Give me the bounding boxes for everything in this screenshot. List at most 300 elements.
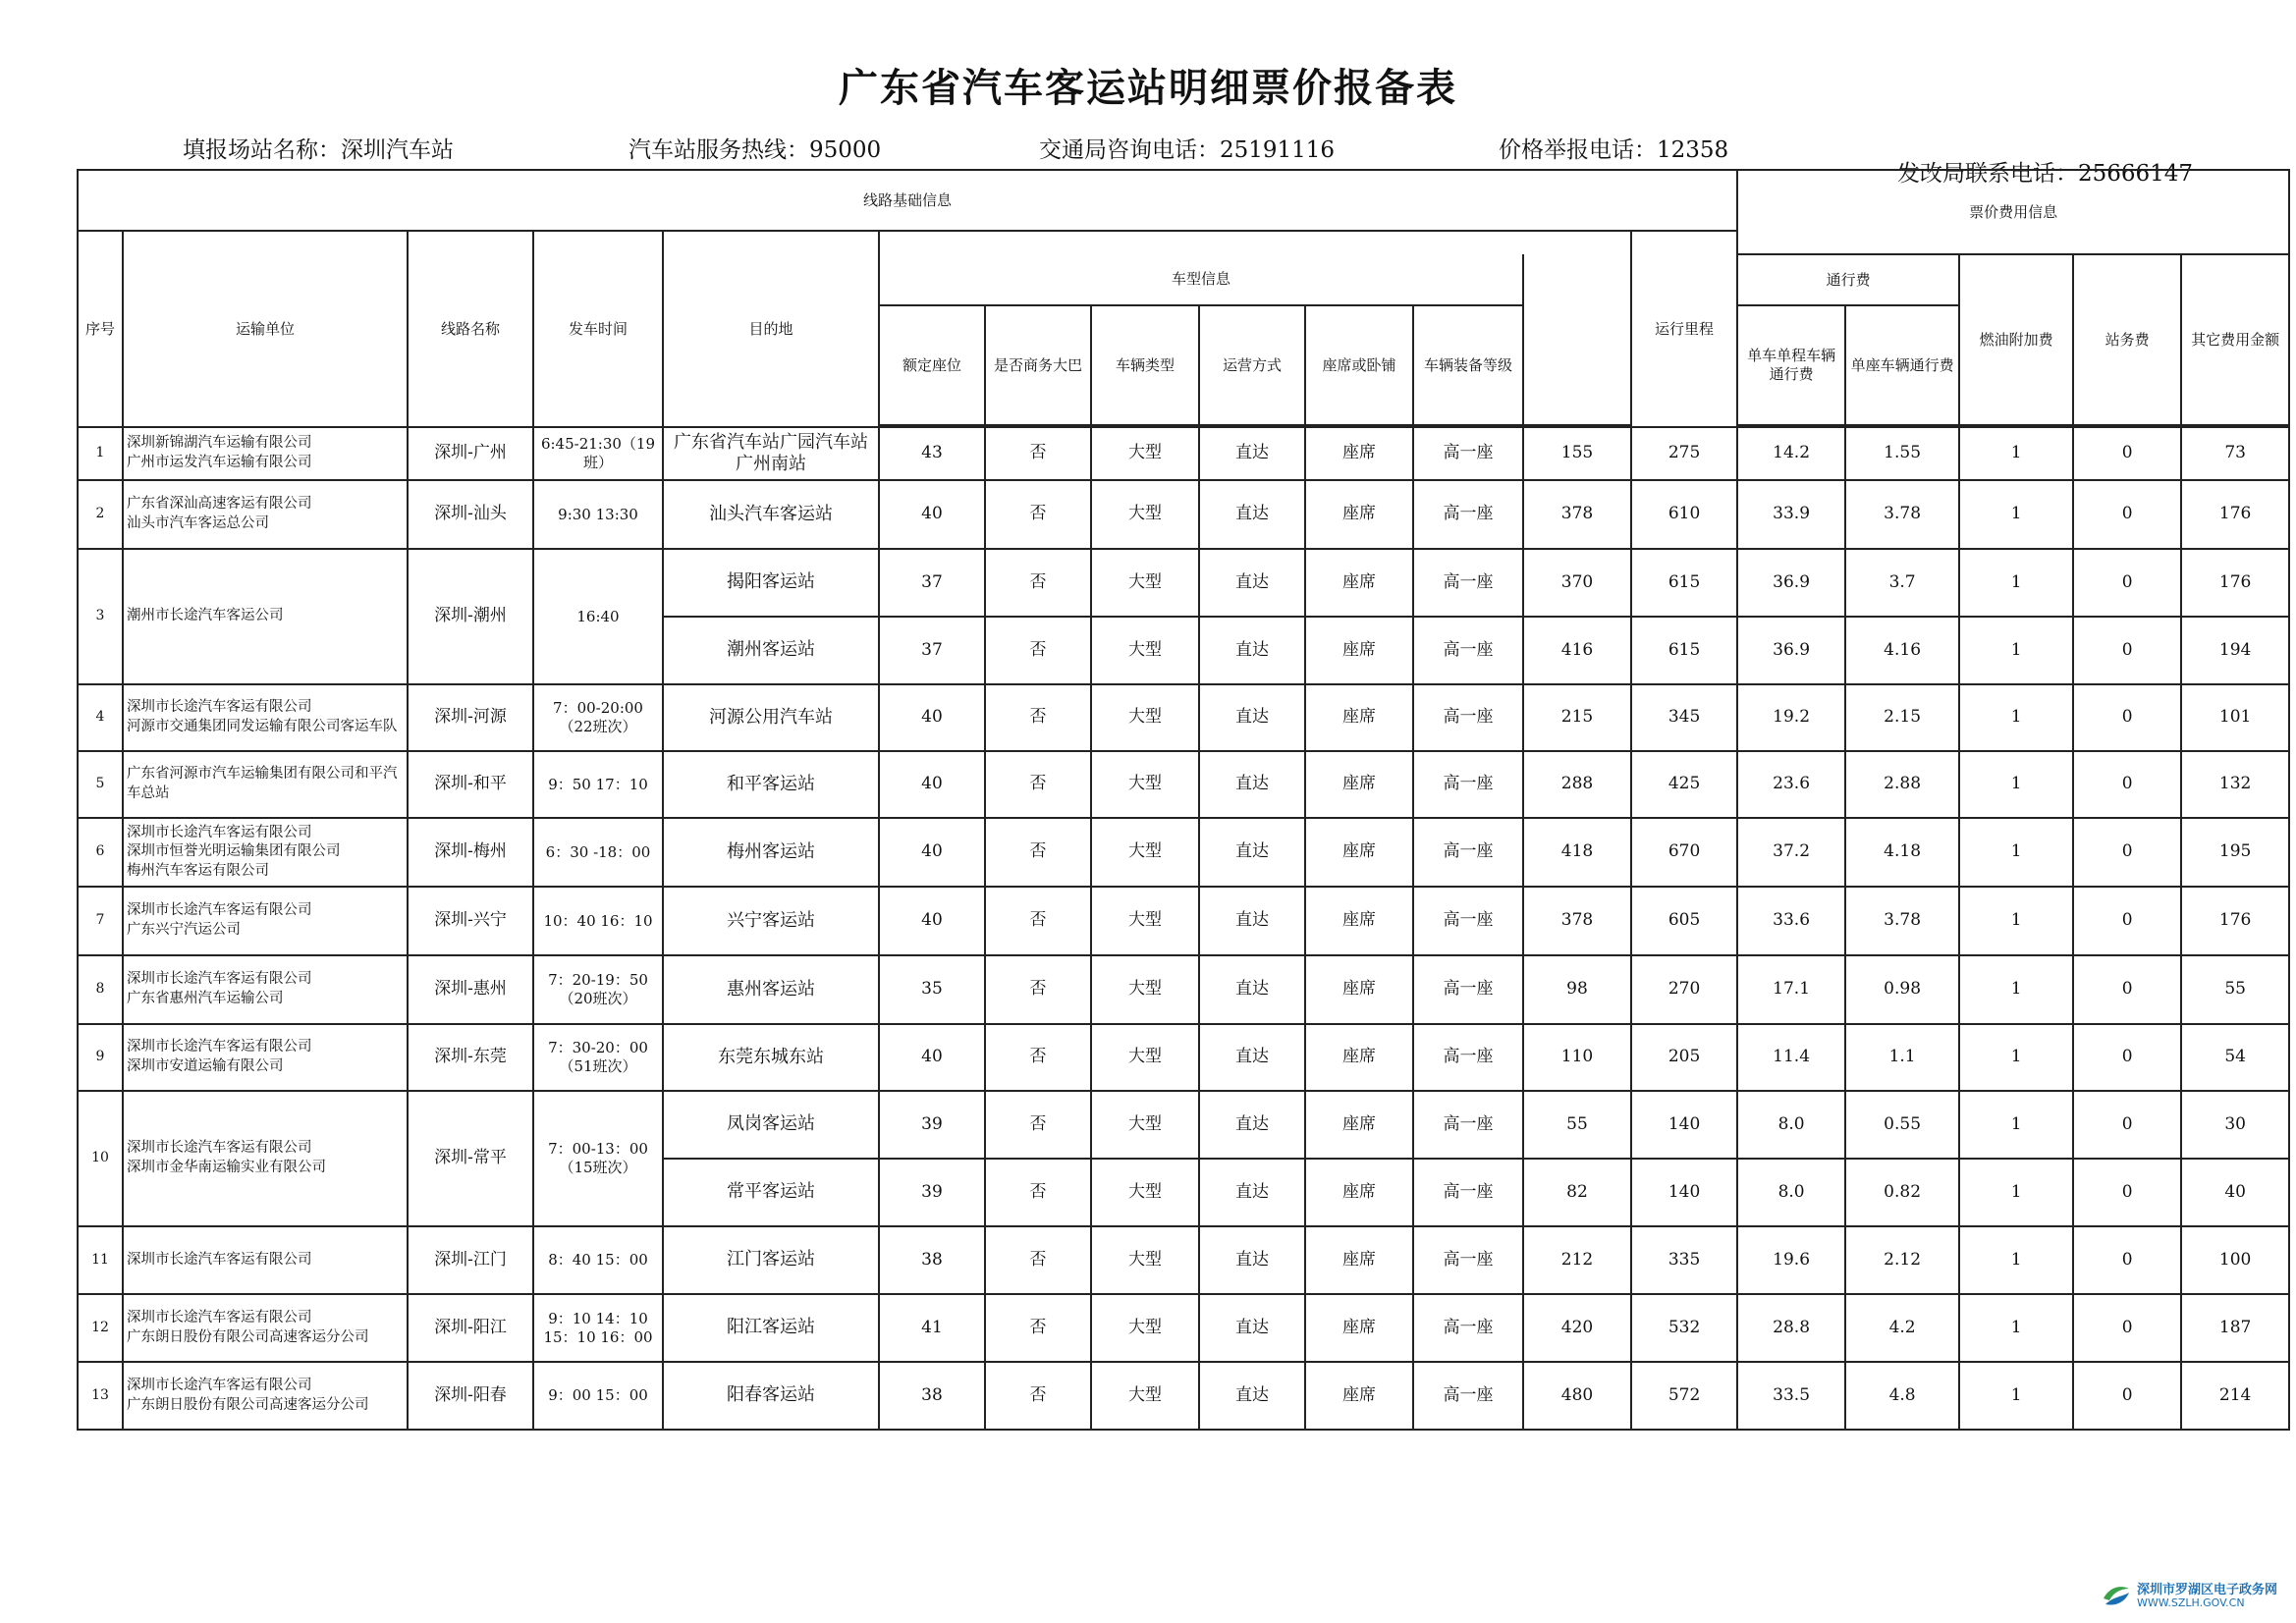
max-price-cell: 195 [2181,818,2289,887]
mode-cell: 直达 [1199,480,1305,549]
fuel-cell: 3.78 [1845,887,1959,955]
index-cell: 13 [78,1362,123,1430]
unit-line: 广东朗日股份有限公司高速客运分公司 [127,1328,369,1345]
vehicle-type-cell: 大型 [1091,684,1199,751]
time-cell: 9：00 15：00 [533,1362,663,1430]
other-fee-cell: 0 [2073,1294,2181,1362]
station-fee-cell: 1 [1959,617,2073,684]
col-unit: 运输单位 [123,231,408,427]
vehicle-type-cell: 大型 [1091,549,1199,617]
business-cell: 否 [985,1294,1091,1362]
fuel-cell: 0.98 [1845,955,1959,1024]
grade-cell: 高一座 [1413,818,1523,887]
station-fee-cell: 1 [1959,818,2073,887]
toll-vehicle-cell: 140 [1631,1159,1737,1226]
other-fee-cell: 0 [2073,480,2181,549]
col-route: 线路名称 [408,231,533,427]
grade-cell: 高一座 [1413,1362,1523,1430]
vehicle-type-cell: 大型 [1091,427,1199,480]
seats-cell: 40 [879,480,985,549]
unit-line: 广东省深汕高速客运有限公司 [127,496,312,513]
max-price-cell: 176 [2181,887,2289,955]
max-price-cell: 176 [2181,549,2289,617]
business-cell: 否 [985,887,1091,955]
seats-cell: 39 [879,1159,985,1226]
seats-cell: 35 [879,955,985,1024]
unit-cell [123,549,408,684]
col-seats: 额定座位 [879,305,985,425]
seats-cell: 40 [879,1024,985,1091]
unit-line: 深圳市恒誉光明运输集团有限公司 [127,843,341,860]
station-fee-cell: 1 [1959,1294,2073,1362]
other-fee-cell: 0 [2073,1226,2181,1294]
unit-cell [123,427,408,480]
toll-vehicle-cell: 275 [1631,427,1737,480]
seat-type-cell: 座席 [1305,684,1413,751]
distance-cell: 480 [1523,1362,1631,1430]
col-station-fee: 站务费 [2073,254,2181,425]
vehicle-type-cell: 大型 [1091,1159,1199,1226]
vehicle-type-cell: 大型 [1091,480,1199,549]
distance-cell: 98 [1523,955,1631,1024]
grade-cell: 高一座 [1413,427,1523,480]
max-price-cell: 30 [2181,1091,2289,1159]
index-cell: 5 [78,751,123,818]
business-cell: 否 [985,818,1091,887]
distance-cell: 288 [1523,751,1631,818]
vehicle-type-cell: 大型 [1091,1091,1199,1159]
other-fee-cell: 0 [2073,1091,2181,1159]
unit-cell [123,684,408,751]
group-toll: 通行费 [1737,254,1959,305]
time-cell: 9：50 17：10 [533,751,663,818]
vehicle-type-cell: 大型 [1091,617,1199,684]
route-cell: 深圳-东莞 [408,1024,533,1091]
table-row [78,1226,2289,1294]
route-cell: 深圳-河源 [408,684,533,751]
unit-line: 深圳市长途汽车客运有限公司 [127,1140,312,1157]
fuel-cell: 3.78 [1845,480,1959,549]
grade-cell: 高一座 [1413,751,1523,818]
mode-cell: 直达 [1199,887,1305,955]
vehicle-type-cell: 大型 [1091,1294,1199,1362]
fuel-cell: 2.88 [1845,751,1959,818]
max-price-cell: 40 [2181,1159,2289,1226]
other-fee-cell: 0 [2073,617,2181,684]
toll-vehicle-cell: 425 [1631,751,1737,818]
unit-line: 广东省河源市汽车运输集团有限公司和平汽车总站 [127,766,398,801]
unit-cell [123,887,408,955]
seat-type-cell: 座席 [1305,751,1413,818]
toll-seat-cell: 8.0 [1737,1159,1845,1226]
table-row [78,818,2289,887]
dest-cell: 梅州客运站 [663,818,879,887]
unit-cell [123,955,408,1024]
toll-vehicle-cell: 345 [1631,684,1737,751]
max-price-cell: 132 [2181,751,2289,818]
max-price-cell: 176 [2181,480,2289,549]
route-cell: 深圳-阳春 [408,1362,533,1430]
time-cell: 7：30-20：00（51班次） [533,1024,663,1091]
business-cell: 否 [985,617,1091,684]
vehicle-type-cell: 大型 [1091,751,1199,818]
dest-cell: 广东省汽车站广园汽车站广州南站 [663,427,879,480]
route-cell: 深圳-梅州 [408,818,533,887]
grade-cell: 高一座 [1413,1091,1523,1159]
grade-cell: 高一座 [1413,1024,1523,1091]
station-fee-cell: 1 [1959,1159,2073,1226]
station-fee-cell: 1 [1959,480,2073,549]
grade-cell: 高一座 [1413,955,1523,1024]
watermark-logo [2100,1577,2286,1616]
dest-cell: 河源公用汽车站 [663,684,879,751]
mode-cell: 直达 [1199,617,1305,684]
seats-cell: 38 [879,1362,985,1430]
vehicle-type-cell: 大型 [1091,1362,1199,1430]
fuel-cell: 4.2 [1845,1294,1959,1362]
toll-vehicle-cell: 140 [1631,1091,1737,1159]
toll-vehicle-cell: 610 [1631,480,1737,549]
col-dest: 目的地 [663,231,879,427]
grade-cell: 高一座 [1413,887,1523,955]
page-title: 广东省汽车客运站明细票价报备表 [839,66,1457,111]
route-cell: 深圳-潮州 [408,549,533,684]
business-cell: 否 [985,684,1091,751]
business-cell: 否 [985,1362,1091,1430]
col-operation-mode: 运营方式 [1199,305,1305,425]
grade-cell: 高一座 [1413,684,1523,751]
mode-cell: 直达 [1199,1226,1305,1294]
grade-cell: 高一座 [1413,1294,1523,1362]
station-fee-cell: 1 [1959,751,2073,818]
toll-vehicle-cell: 270 [1631,955,1737,1024]
toll-seat-cell: 36.9 [1737,617,1845,684]
index-cell: 6 [78,818,123,887]
toll-seat-cell: 37.2 [1737,818,1845,887]
unit-cell [123,1226,408,1294]
index-cell: 7 [78,887,123,955]
mode-cell: 直达 [1199,1159,1305,1226]
seat-type-cell: 座席 [1305,427,1413,480]
toll-seat-cell: 19.2 [1737,684,1845,751]
mode-cell: 直达 [1199,818,1305,887]
unit-cell [123,818,408,887]
other-fee-cell: 0 [2073,549,2181,617]
toll-seat-cell: 33.6 [1737,887,1845,955]
grade-cell: 高一座 [1413,1226,1523,1294]
unit-line: 深圳市长途汽车客运有限公司 [127,1377,312,1393]
seat-type-cell: 座席 [1305,955,1413,1024]
max-price-cell: 194 [2181,617,2289,684]
business-cell: 否 [985,480,1091,549]
fare-table [77,169,2290,1431]
route-cell: 深圳-兴宁 [408,887,533,955]
dest-cell: 常平客运站 [663,1159,879,1226]
fuel-cell: 4.18 [1845,818,1959,887]
station-fee-cell: 1 [1959,955,2073,1024]
dest-cell: 惠州客运站 [663,955,879,1024]
business-cell: 否 [985,1091,1091,1159]
other-fee-cell: 0 [2073,818,2181,887]
seats-cell: 43 [879,427,985,480]
time-cell: 7：00-13：00（15班次） [533,1091,663,1226]
station-fee-cell: 1 [1959,1362,2073,1430]
seats-cell: 37 [879,617,985,684]
watermark-url: WWW.SZLH.GOV.CN [2137,1596,2245,1609]
time-cell: 9：10 14：10 15：10 16：00 [533,1294,663,1362]
other-fee-cell: 0 [2073,427,2181,480]
vehicle-type-cell: 大型 [1091,1024,1199,1091]
dest-cell: 凤岗客运站 [663,1091,879,1159]
distance-cell: 370 [1523,549,1631,617]
max-price-cell: 54 [2181,1024,2289,1091]
fuel-cell: 1.55 [1845,427,1959,480]
fuel-cell: 2.12 [1845,1226,1959,1294]
seat-type-cell: 座席 [1305,818,1413,887]
business-cell: 否 [985,1226,1091,1294]
table-row [78,480,2289,549]
unit-line: 河源市交通集团同发运输有限公司客运车队 [127,719,398,734]
vehicle-type-cell: 大型 [1091,1226,1199,1294]
index-cell: 9 [78,1024,123,1091]
dest-cell: 江门客运站 [663,1226,879,1294]
col-business-bus: 是否商务大巴 [985,305,1091,425]
watermark-name: 深圳市罗湖区电子政务网 [2137,1583,2278,1597]
route-cell: 深圳-广州 [408,427,533,480]
station-fee-cell: 1 [1959,427,2073,480]
ndrc-phone: 发改局联系电话：25666147 [1897,161,2194,187]
business-cell: 否 [985,427,1091,480]
seat-type-cell: 座席 [1305,1362,1413,1430]
route-cell: 深圳-常平 [408,1091,533,1226]
fare-table-body [78,427,2289,1430]
toll-seat-cell: 17.1 [1737,955,1845,1024]
business-cell: 否 [985,751,1091,818]
distance-cell: 378 [1523,887,1631,955]
dest-cell: 东莞东城东站 [663,1024,879,1091]
station-fee-cell: 1 [1959,1024,2073,1091]
distance-cell: 416 [1523,617,1631,684]
mode-cell: 直达 [1199,955,1305,1024]
unit-line: 汕头市汽车客运总公司 [127,515,269,531]
vehicle-type-cell: 大型 [1091,955,1199,1024]
group-route-info: 线路基础信息 [78,170,1737,231]
distance-cell: 110 [1523,1024,1631,1091]
col-toll-vehicle: 单车单程车辆通行费 [1737,305,1845,425]
toll-seat-cell: 19.6 [1737,1226,1845,1294]
group-vehicle-info: 车型信息 [879,254,1523,305]
distance-cell: 82 [1523,1159,1631,1226]
table-row [78,684,2289,751]
price-report-phone: 价格举报电话：12358 [1499,137,1729,163]
index-cell: 12 [78,1294,123,1362]
unit-line: 深圳市长途汽车客运有限公司 [127,1309,312,1325]
table-row [78,887,2289,955]
transport-bureau-phone: 交通局咨询电话：25191116 [1039,137,1336,163]
dest-cell: 潮州客运站 [663,617,879,684]
table-row [78,751,2289,818]
grade-cell: 高一座 [1413,480,1523,549]
mode-cell: 直达 [1199,1024,1305,1091]
station-fee-cell: 1 [1959,1091,2073,1159]
toll-seat-cell: 8.0 [1737,1091,1845,1159]
max-price-cell: 101 [2181,684,2289,751]
toll-vehicle-cell: 615 [1631,617,1737,684]
index-cell: 10 [78,1091,123,1226]
fuel-cell: 2.15 [1845,684,1959,751]
max-price-cell: 187 [2181,1294,2289,1362]
seat-type-cell: 座席 [1305,1159,1413,1226]
unit-line: 深圳市长途汽车客运有限公司 [127,699,312,716]
dest-cell: 阳春客运站 [663,1362,879,1430]
route-cell: 深圳-阳江 [408,1294,533,1362]
station-fee-cell: 1 [1959,1226,2073,1294]
seat-type-cell: 座席 [1305,1226,1413,1294]
distance-cell: 155 [1523,427,1631,480]
table-row [78,549,2289,617]
mode-cell: 直达 [1199,427,1305,480]
dest-cell: 揭阳客运站 [663,549,879,617]
index-cell: 11 [78,1226,123,1294]
col-vehicle-type: 车辆类型 [1091,305,1199,425]
other-fee-cell: 0 [2073,955,2181,1024]
station-fee-cell: 1 [1959,549,2073,617]
seats-cell: 40 [879,684,985,751]
route-cell: 深圳-惠州 [408,955,533,1024]
table-row [78,1024,2289,1091]
other-fee-cell: 0 [2073,1362,2181,1430]
toll-seat-cell: 14.2 [1737,427,1845,480]
toll-seat-cell: 28.8 [1737,1294,1845,1362]
table-row [78,1362,2289,1430]
seats-cell: 40 [879,751,985,818]
seats-cell: 41 [879,1294,985,1362]
seat-type-cell: 座席 [1305,480,1413,549]
toll-vehicle-cell: 532 [1631,1294,1737,1362]
distance-cell: 418 [1523,818,1631,887]
col-other-fee: 其它费用金额 [2181,254,2289,425]
dest-cell: 阳江客运站 [663,1294,879,1362]
station-fee-cell: 1 [1959,887,2073,955]
col-index: 序号 [78,231,123,427]
station-fee-cell: 1 [1959,684,2073,751]
index-cell: 2 [78,480,123,549]
col-fuel: 燃油附加费 [1959,254,2073,425]
toll-seat-cell: 11.4 [1737,1024,1845,1091]
unit-line: 潮州市长途汽车客运公司 [127,608,284,624]
time-cell: 6:45-21:30（19班） [533,427,663,480]
mode-cell: 直达 [1199,549,1305,617]
seats-cell: 40 [879,818,985,887]
index-cell: 3 [78,549,123,684]
toll-seat-cell: 36.9 [1737,549,1845,617]
unit-line: 广东兴宁汽运公司 [127,922,241,938]
unit-line: 深圳新锦湖汽车运输有限公司 [127,435,312,452]
seat-type-cell: 座席 [1305,1091,1413,1159]
unit-line: 广州市运发汽车运输有限公司 [127,455,312,470]
grade-cell: 高一座 [1413,1159,1523,1226]
vehicle-type-cell: 大型 [1091,818,1199,887]
col-toll-seat: 单座车辆通行费 [1845,305,1959,425]
vehicle-group-edge [1523,254,1631,425]
route-cell: 深圳-江门 [408,1226,533,1294]
unit-line: 梅州汽车客运有限公司 [127,862,269,879]
fuel-cell: 0.55 [1845,1091,1959,1159]
mode-cell: 直达 [1199,1294,1305,1362]
unit-cell [123,1294,408,1362]
max-price-cell: 55 [2181,955,2289,1024]
index-cell: 1 [78,427,123,480]
toll-vehicle-cell: 572 [1631,1362,1737,1430]
table-row [78,427,2289,480]
unit-cell [123,1024,408,1091]
time-cell: 7：00-20:00（22班次） [533,684,663,751]
toll-vehicle-cell: 205 [1631,1024,1737,1091]
time-cell: 9:30 13:30 [533,480,663,549]
dest-cell: 汕头汽车客运站 [663,480,879,549]
grade-cell: 高一座 [1413,549,1523,617]
seat-type-cell: 座席 [1305,1294,1413,1362]
index-cell: 4 [78,684,123,751]
other-fee-cell: 0 [2073,1024,2181,1091]
fuel-cell: 1.1 [1845,1024,1959,1091]
route-cell: 深圳-和平 [408,751,533,818]
table-row [78,955,2289,1024]
unit-line: 深圳市安道运输有限公司 [127,1058,284,1074]
toll-vehicle-cell: 670 [1631,818,1737,887]
logo-icon [2100,1579,2133,1612]
other-fee-cell: 0 [2073,1159,2181,1226]
vehicle-spacer [879,231,1631,254]
station-name: 填报场站名称：深圳汽车站 [183,137,454,163]
grade-cell: 高一座 [1413,617,1523,684]
distance-cell: 212 [1523,1226,1631,1294]
unit-cell [123,480,408,549]
fuel-cell: 4.8 [1845,1362,1959,1430]
table-row [78,1091,2289,1159]
other-fee-cell: 0 [2073,751,2181,818]
max-price-cell: 100 [2181,1226,2289,1294]
time-cell: 6：30 -18：00 [533,818,663,887]
distance-cell: 378 [1523,480,1631,549]
unit-line: 深圳市长途汽车客运有限公司 [127,902,312,919]
dest-cell: 和平客运站 [663,751,879,818]
unit-cell [123,1362,408,1430]
service-hotline: 汽车站服务热线：95000 [629,137,882,163]
fuel-cell: 0.82 [1845,1159,1959,1226]
unit-cell [123,1091,408,1226]
other-fee-cell: 0 [2073,684,2181,751]
col-time: 发车时间 [533,231,663,427]
mode-cell: 直达 [1199,1362,1305,1430]
business-cell: 否 [985,955,1091,1024]
unit-cell [123,751,408,818]
unit-line: 深圳市长途汽车客运有限公司 [127,1039,312,1055]
unit-line: 深圳市长途汽车客运有限公司 [127,971,312,988]
toll-seat-cell: 23.6 [1737,751,1845,818]
mode-cell: 直达 [1199,751,1305,818]
seat-type-cell: 座席 [1305,1024,1413,1091]
route-cell: 深圳-汕头 [408,480,533,549]
time-cell: 8：40 15：00 [533,1226,663,1294]
seat-type-cell: 座席 [1305,617,1413,684]
distance-cell: 215 [1523,684,1631,751]
other-fee-cell: 0 [2073,887,2181,955]
unit-line: 广东省惠州汽车运输公司 [127,991,284,1006]
business-cell: 否 [985,1024,1091,1091]
toll-seat-cell: 33.5 [1737,1362,1845,1430]
unit-line: 深圳市长途汽车客运有限公司 [127,824,312,840]
